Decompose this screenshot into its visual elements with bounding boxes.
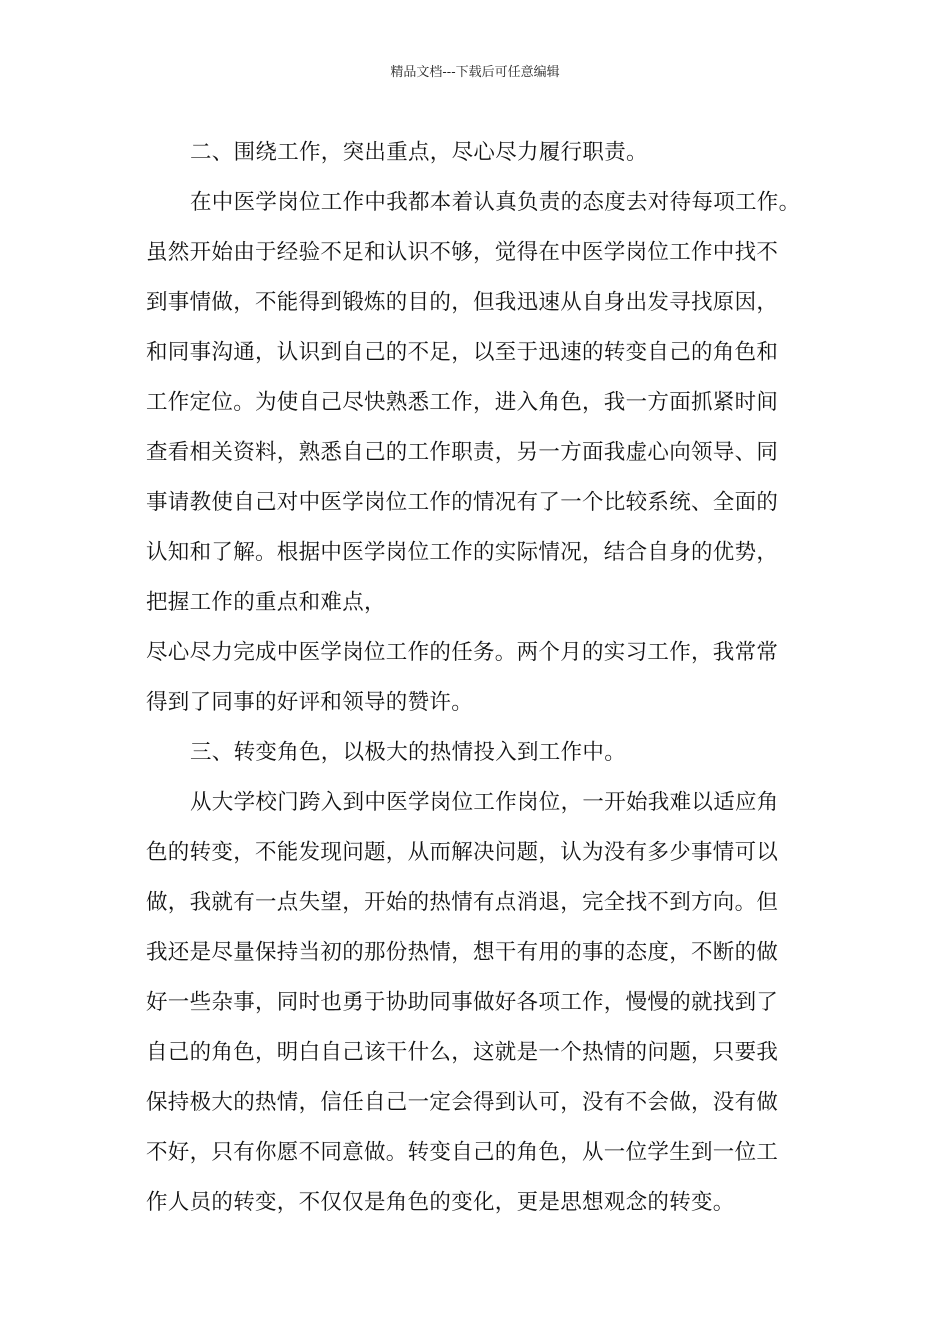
- document-body: [146, 128, 816, 1228]
- paragraph-line: 尽心尽力完成中医学岗位工作的任务。两个月的实习工作，我常常: [146, 640, 779, 665]
- paragraph-line: 把握工作的重点和难点，: [146, 590, 386, 615]
- paragraph-line: 到事情做，不能得到锻炼的目的，但我迅速从自身出发寻找原因，: [146, 290, 779, 315]
- paragraph-line: 得到了同事的好评和领导的赞许。: [146, 690, 474, 715]
- paragraph-line: 虽然开始由于经验不足和认识不够，觉得在中医学岗位工作中找不: [146, 240, 779, 265]
- paragraph-line: 从大学校门跨入到中医学岗位工作岗位，一开始我难以适应角: [190, 790, 779, 815]
- paragraph-line: 查看相关资料，熟悉自己的工作职责，另一方面我虚心向领导、同: [146, 440, 779, 465]
- paragraph-line: 作人员的转变，不仅仅是角色的变化，更是思想观念的转变。: [146, 1190, 735, 1215]
- paragraph-line: 保持极大的热情，信任自己一定会得到认可，没有不会做，没有做: [146, 1090, 779, 1115]
- paragraph-line: 和同事沟通，认识到自己的不足，以至于迅速的转变自己的角色和: [146, 340, 779, 365]
- paragraph-line: 在中医学岗位工作中我都本着认真负责的态度去对待每项工作。: [190, 190, 801, 215]
- paragraph-line: 工作定位。为使自己尽快熟悉工作，进入角色，我一方面抓紧时间: [146, 390, 779, 415]
- section-heading-3: 三、转变角色，以极大的热情投入到工作中。: [190, 740, 627, 765]
- paragraph-line: 不好，只有你愿不同意做。转变自己的角色，从一位学生到一位工: [146, 1140, 779, 1165]
- page-header: 精品文档---下载后可任意编辑: [390, 65, 560, 80]
- section-heading-2: 二、围绕工作，突出重点，尽心尽力履行职责。: [190, 140, 648, 165]
- paragraph-line: 事请教使自己对中医学岗位工作的情况有了一个比较系统、全面的: [146, 490, 779, 515]
- paragraph-line: 我还是尽量保持当初的那份热情，想干有用的事的态度，不断的做: [146, 940, 779, 965]
- paragraph-line: 做，我就有一点失望，开始的热情有点消退，完全找不到方向。但: [146, 890, 779, 915]
- paragraph-line: 认知和了解。根据中医学岗位工作的实际情况，结合自身的优势，: [146, 540, 779, 565]
- paragraph-line: 自己的角色，明白自己该干什么，这就是一个热情的问题，只要我: [146, 1040, 779, 1065]
- paragraph-line: 好一些杂事，同时也勇于协助同事做好各项工作，慢慢的就找到了: [146, 990, 779, 1015]
- paragraph-line: 色的转变，不能发现问题，从而解决问题，认为没有多少事情可以: [146, 840, 779, 865]
